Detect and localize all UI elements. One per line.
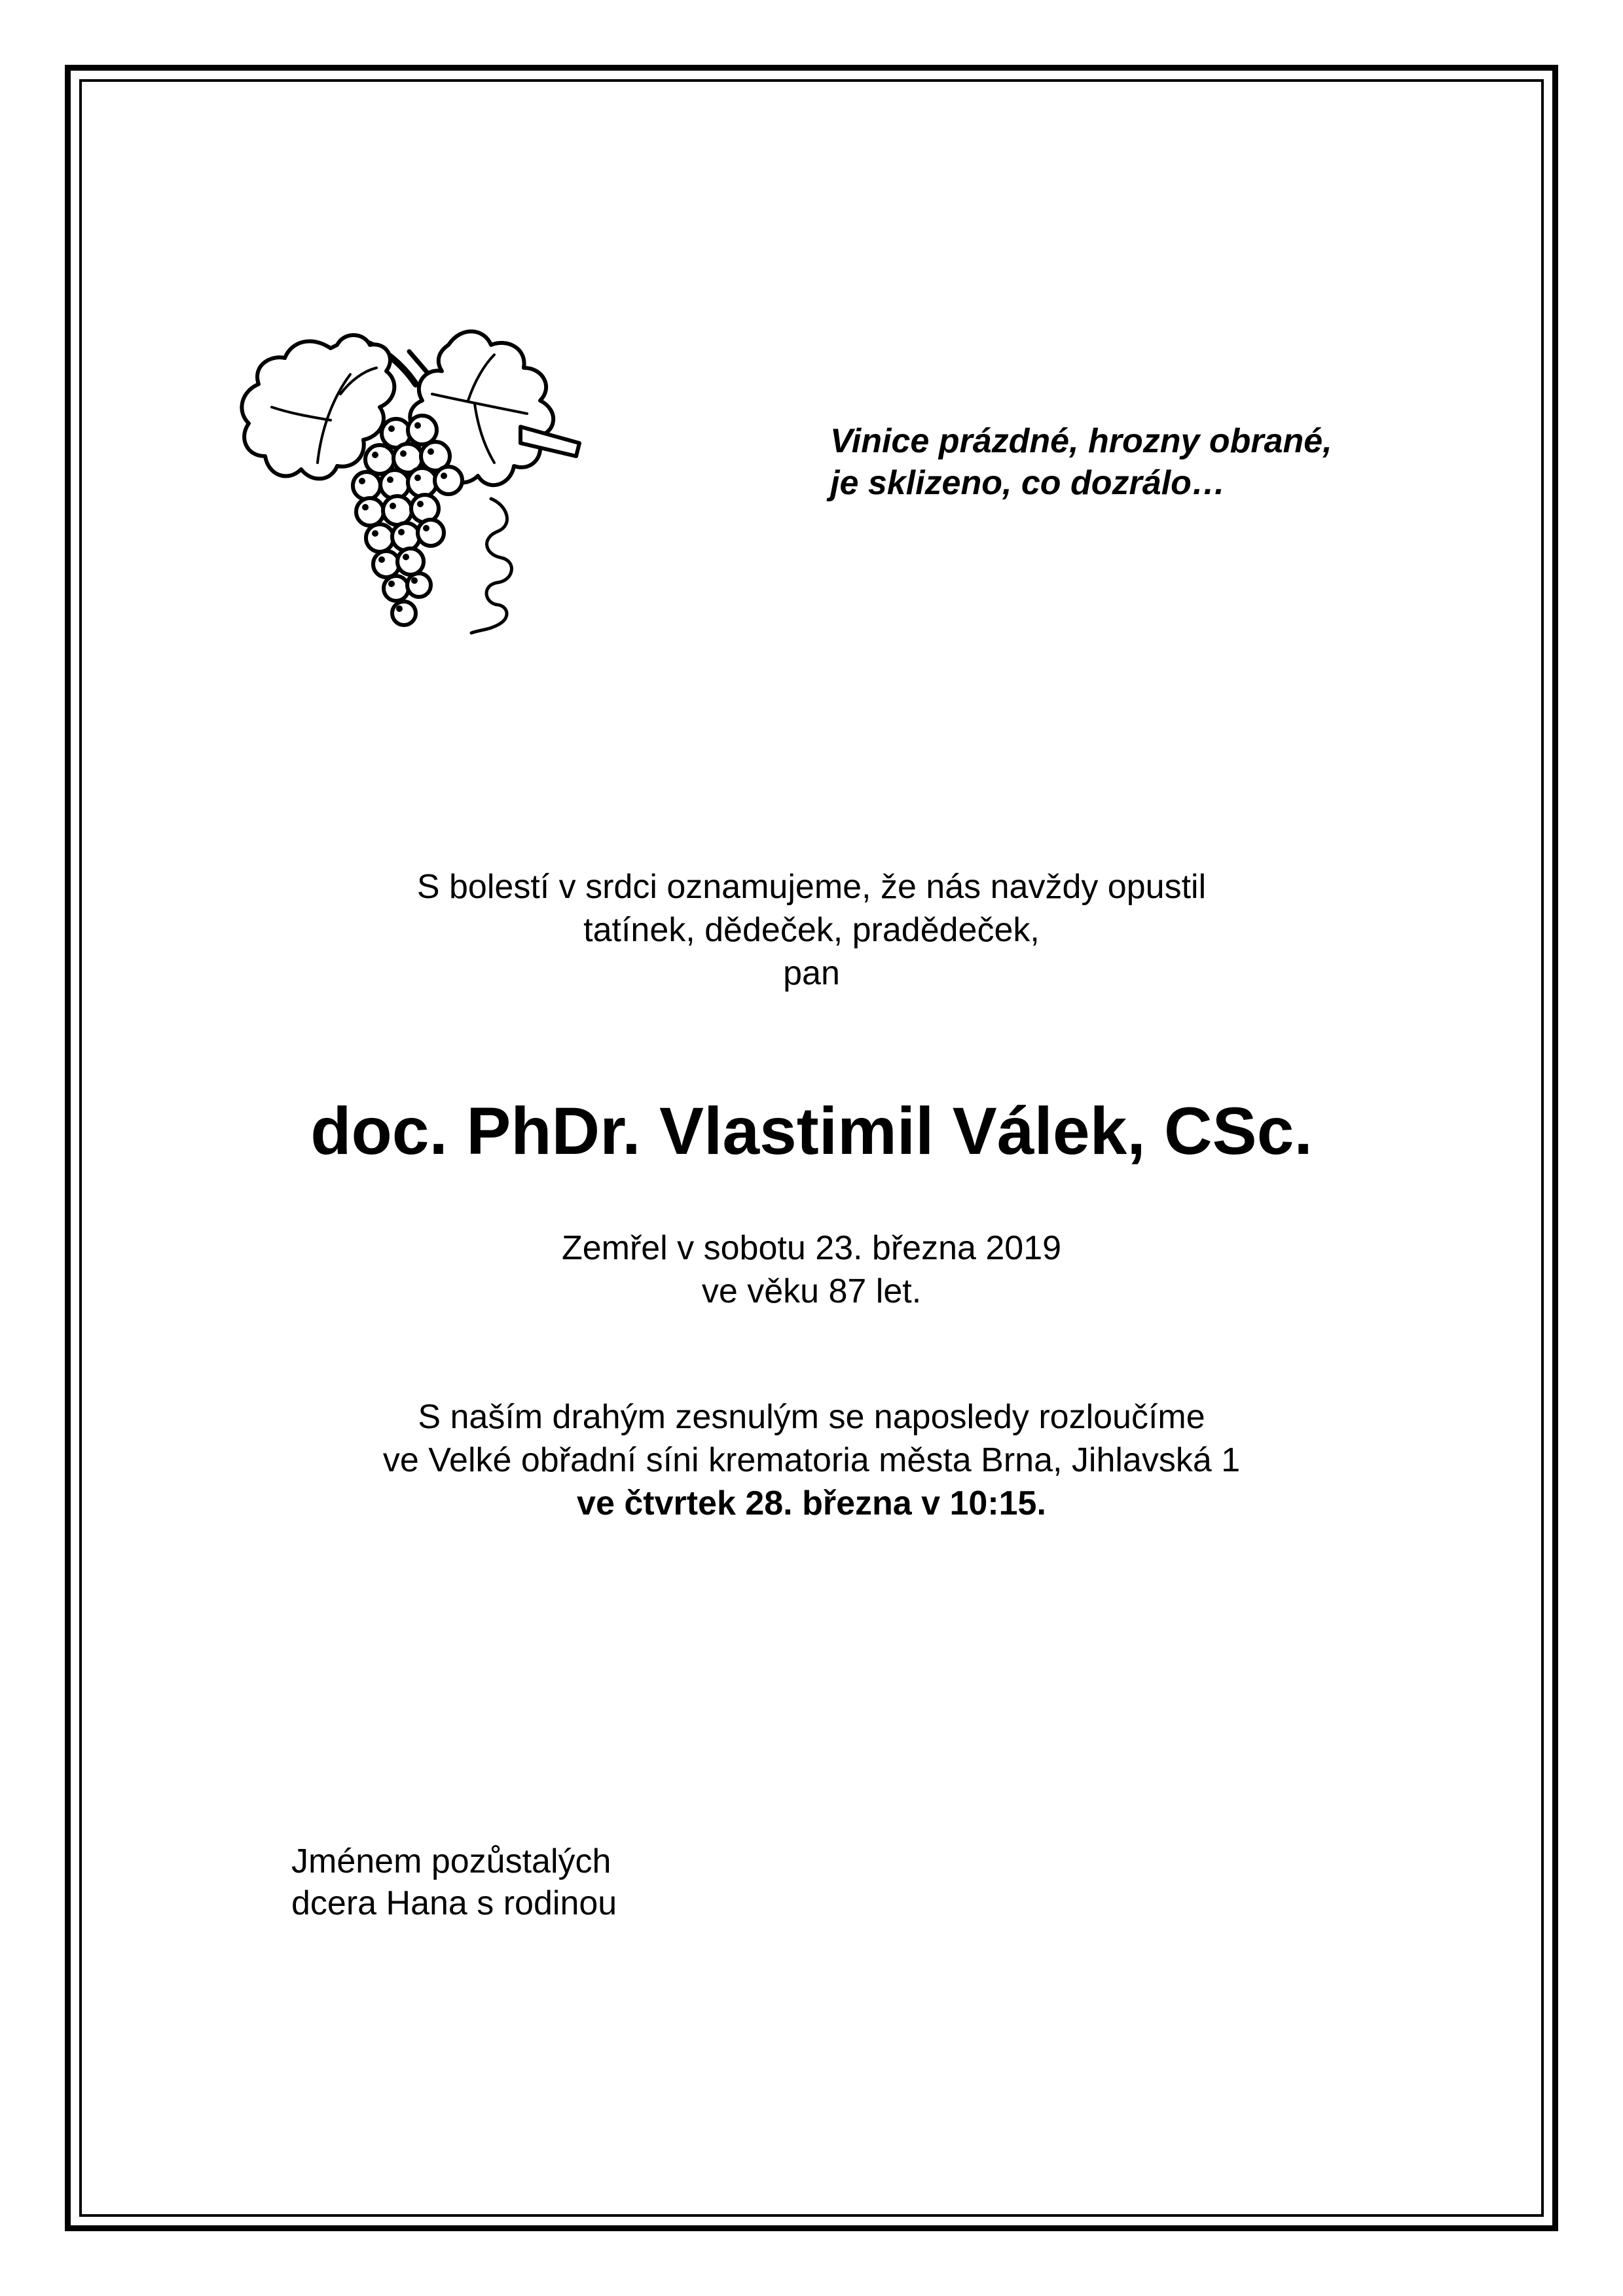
farewell-line-1: S naším drahým zesnulým se naposledy rozloučíme: [418, 1398, 1205, 1436]
announcement-line-3: pan: [783, 954, 840, 992]
motto-line-1: Vinice prázdné, hrozny obrané,: [830, 422, 1332, 460]
signature-line-2: dcera Hana s rodinou: [291, 1884, 617, 1922]
announcement-line-2: tatínek, dědeček, pradědeček,: [583, 911, 1040, 949]
farewell-date-time: ve čtvrtek 28. března v 10:15.: [577, 1484, 1046, 1522]
signature: [291, 1840, 617, 1924]
announcement-line-1: S bolestí v srdci oznamujeme, že nás navždy opustil: [416, 868, 1207, 906]
deceased-name: doc. PhDr. Vlastimil Válek, CSc.: [310, 1094, 1313, 1168]
signature-line-1: Jménem pozůstalých: [291, 1842, 611, 1880]
motto-line-2: je sklizeno, co dozrálo…: [830, 464, 1226, 502]
motto-verse: [830, 420, 1452, 504]
death-info: [0, 1227, 1623, 1313]
death-date: Zemřel v sobotu 23. března 2019: [561, 1229, 1062, 1267]
announcement: [0, 865, 1623, 995]
farewell-line-2: ve Velké obřadní síni krematoria města Brna, Jihlavská 1: [382, 1441, 1241, 1479]
farewell-info: [0, 1395, 1623, 1525]
grape-vine-icon: [232, 302, 619, 656]
death-age: ve věku 87 let.: [701, 1272, 922, 1310]
